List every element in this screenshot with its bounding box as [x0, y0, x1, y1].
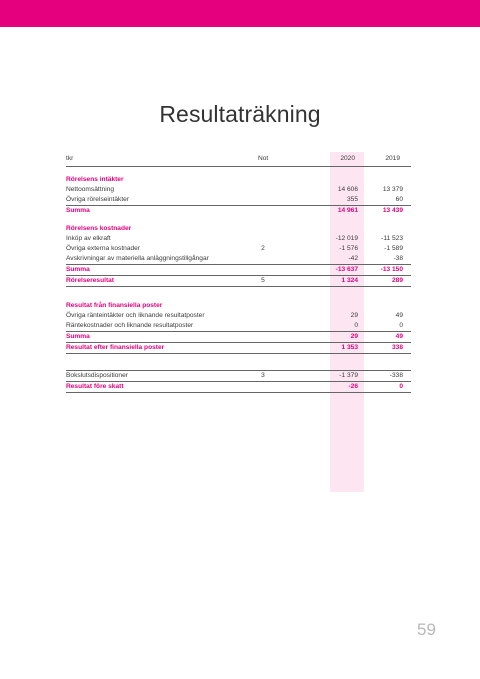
- value-2019: 49: [395, 333, 403, 340]
- spacer: [66, 287, 411, 301]
- income-statement-table: [66, 152, 411, 393]
- table-row: [66, 311, 411, 321]
- spacer: [66, 216, 411, 224]
- table-row: [66, 321, 411, 332]
- summa-row: [66, 206, 411, 216]
- table-row: [66, 370, 411, 382]
- value-2020: -13 637: [335, 266, 358, 273]
- row-label: Bokslutsdispositioner: [66, 372, 128, 379]
- value-2020: 14 961: [337, 207, 358, 214]
- table-row: [66, 244, 411, 254]
- value-2020: 29: [350, 312, 358, 319]
- table-row: [66, 254, 411, 265]
- value-2019: -11 523: [381, 235, 403, 242]
- value-2019: 60: [395, 196, 403, 203]
- value-2019: -338: [389, 372, 403, 379]
- header-note: Not: [258, 155, 269, 162]
- value-2020: 355: [346, 196, 358, 203]
- row-note: 3: [261, 372, 265, 379]
- header-unit: tkr: [66, 155, 74, 162]
- table-row: [66, 234, 411, 244]
- value-2020: 14 606: [337, 186, 358, 193]
- summa-row: [66, 332, 411, 343]
- value-2019: 0: [399, 383, 403, 390]
- value-2019: 13 379: [382, 186, 403, 193]
- row-label: Övriga rörelseintäkter: [66, 196, 130, 203]
- value-2019: -13 150: [380, 266, 403, 273]
- value-2019: 338: [391, 344, 403, 351]
- value-2019: 13 439: [382, 207, 403, 214]
- row-note: 2: [261, 245, 265, 252]
- row-note: 5: [261, 277, 265, 284]
- value-2020: 0: [354, 322, 358, 329]
- section-heading: [66, 224, 411, 234]
- value-2020: -26: [348, 383, 358, 390]
- table-header: [66, 152, 411, 167]
- header-2019: 2019: [385, 155, 400, 162]
- value-2019: 0: [399, 322, 403, 329]
- result-row: [66, 382, 411, 393]
- summa-row: [66, 265, 411, 276]
- row-label: Summa: [66, 333, 90, 340]
- table-row: [66, 195, 411, 206]
- spacer: [66, 354, 411, 370]
- value-2020: -1 379: [339, 372, 358, 379]
- row-label: Räntekostnader och liknande resultatposter: [66, 322, 194, 329]
- value-2019: 289: [391, 277, 403, 284]
- value-2020: 1 353: [341, 344, 358, 351]
- value-2020: -42: [348, 255, 358, 262]
- row-label: Nettoomsättning: [66, 186, 115, 193]
- spacer: [66, 167, 411, 175]
- section-heading: [66, 175, 411, 185]
- row-label: Summa: [66, 266, 90, 273]
- row-label: Avskrivningar av materiella anläggningstillgångar: [66, 255, 209, 262]
- value-2019: -38: [393, 255, 403, 262]
- value-2020: 29: [350, 333, 358, 340]
- result-row: [66, 343, 411, 354]
- row-label: Rörelseresultat: [66, 277, 115, 284]
- section-heading: [66, 301, 411, 311]
- value-2019: -1 589: [384, 245, 403, 252]
- row-label: Inköp av elkraft: [66, 235, 111, 242]
- value-2020: -12 019: [335, 235, 358, 242]
- table-row: [66, 185, 411, 195]
- page-number: 59: [417, 620, 436, 639]
- row-label: Resultat efter finansiella poster: [66, 344, 165, 351]
- top-accent-bar: [0, 0, 480, 27]
- row-label: Resultat före skatt: [66, 383, 124, 390]
- row-label: Övriga ränteintäkter och liknande resultatposter: [66, 312, 205, 319]
- value-2020: -1 576: [339, 245, 358, 252]
- section-heading-label: Rörelsens intäkter: [66, 176, 124, 183]
- section-heading-label: Rörelsens kostnader: [66, 225, 132, 232]
- row-label: Summa: [66, 207, 90, 214]
- header-2020: 2020: [340, 155, 355, 162]
- result-row: [66, 276, 411, 287]
- page-title: Resultaträkning: [159, 101, 321, 127]
- row-label: Övriga externa kostnader: [66, 245, 141, 252]
- value-2020: 1 324: [341, 277, 358, 284]
- section-heading-label: Resultat från finansiella poster: [66, 302, 163, 309]
- value-2019: 49: [395, 312, 403, 319]
